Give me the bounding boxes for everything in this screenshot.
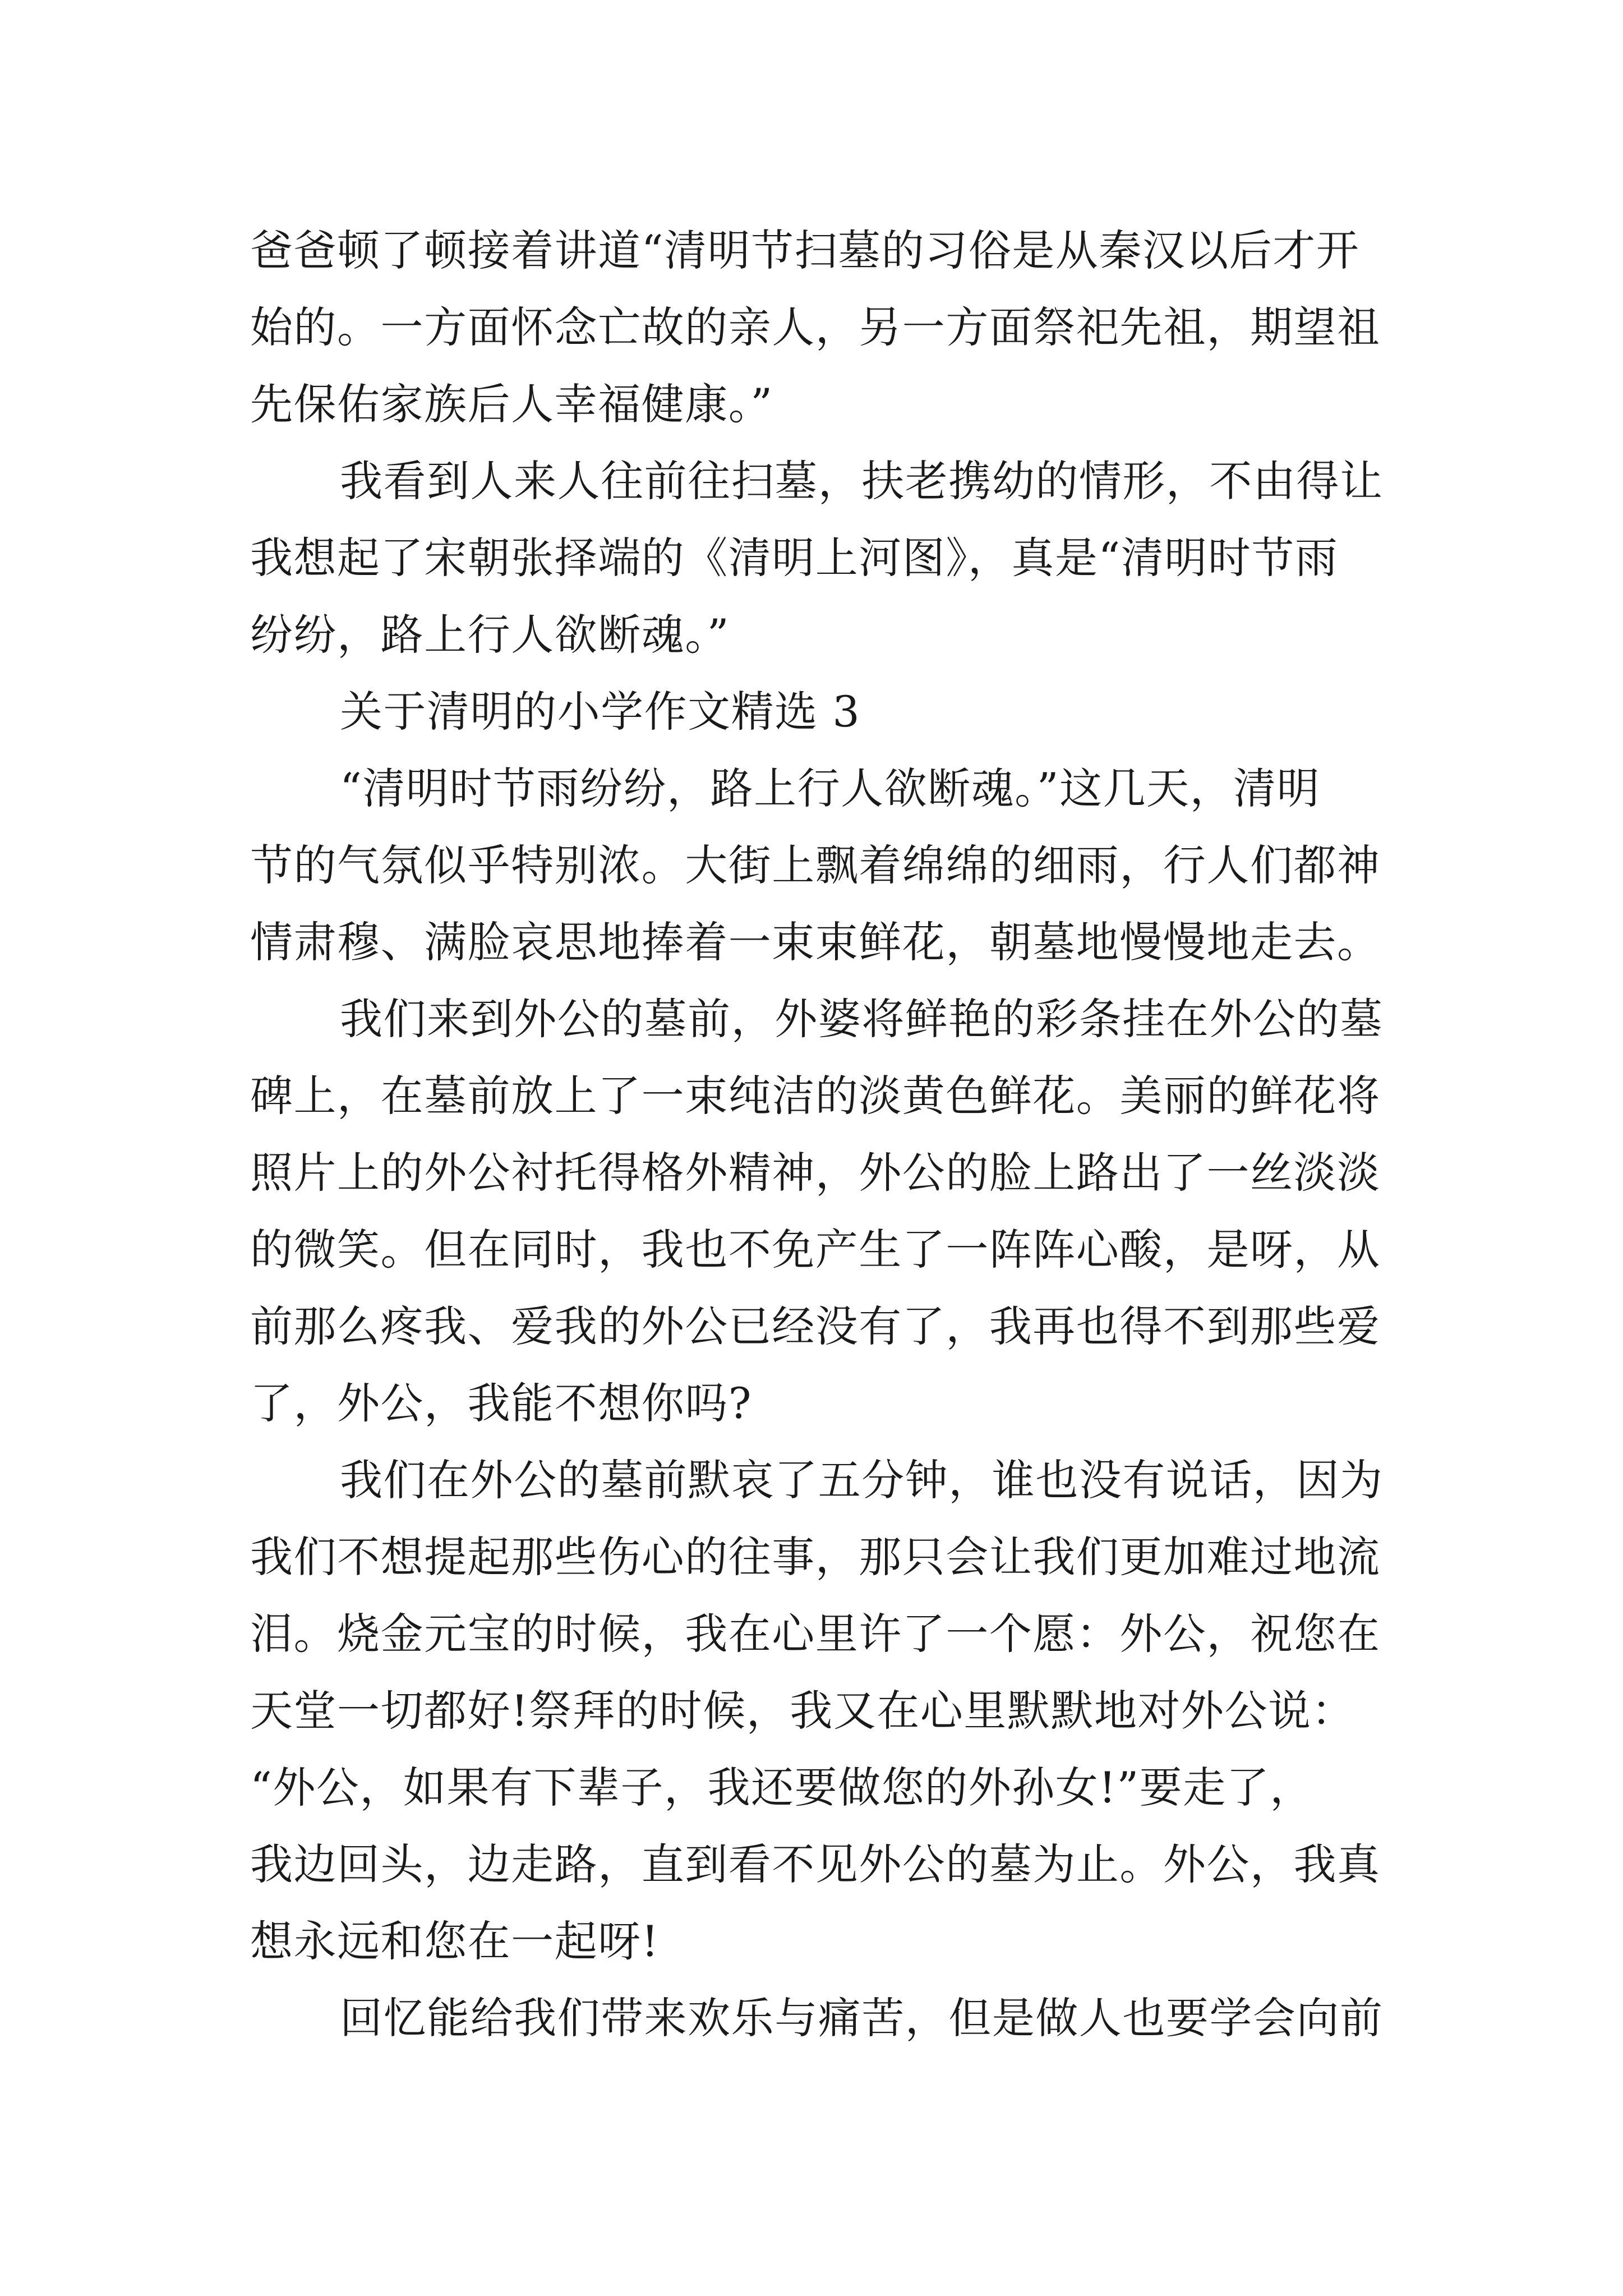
text-line: “外公，如果有下辈子，我还要做您的外孙女!”要走了， [250, 1763, 1313, 1812]
text-line: 我们来到外公的墓前，外婆将鲜艳的彩条挂在外公的墓 [340, 994, 1384, 1044]
text-line: 我们不想提起那些伤心的往事，那只会让我们更加难过地流 [250, 1532, 1381, 1582]
document-page [250, 212, 1389, 2056]
text-line: 纷纷，路上行人欲断魂。” [250, 610, 730, 660]
text-line: 爸爸顿了顿接着讲道“清明节扫墓的习俗是从秦汉以后才开 [250, 226, 1360, 275]
text-line: 始的。一方面怀念亡故的亲人，另一方面祭祀先祖，期望祖 [250, 302, 1381, 352]
text-line: 碑上，在墓前放上了一束纯洁的淡黄色鲜花。美丽的鲜花将 [250, 1071, 1381, 1121]
text-line: 想永远和您在一起呀! [250, 1916, 660, 1966]
text-line: 我们在外公的墓前默哀了五分钟，谁也没有说话，因为 [340, 1455, 1384, 1505]
text-line: 我看到人来人往前往扫墓，扶老携幼的情形，不由得让 [340, 456, 1384, 506]
text-line: 天堂一切都好!祭拜的时候，我又在心里默默地对外公说： [250, 1686, 1355, 1736]
text-line: 泪。烧金元宝的时候，我在心里许了一个愿：外公，祝您在 [250, 1609, 1381, 1659]
text-line: 前那么疼我、爱我的外公已经没有了，我再也得不到那些爱 [250, 1301, 1381, 1351]
text-line: 了，外公，我能不想你吗? [250, 1378, 752, 1428]
text-line: 节的气氛似乎特别浓。大街上飘着绵绵的细雨，行人们都神 [250, 840, 1381, 890]
text-line: 照片上的外公衬托得格外精神，外公的脸上路出了一丝淡淡 [250, 1148, 1381, 1198]
section-heading: 关于清明的小学作文精选 3 [340, 687, 861, 737]
text-line: 我想起了宋朝张择端的《清明上河图》，真是“清明时节雨 [250, 533, 1339, 583]
text-line: 回忆能给我们带来欢乐与痛苦，但是做人也要学会向前 [340, 1993, 1384, 2043]
text-line: 先保佑家族后人幸福健康。” [250, 379, 773, 429]
text-line: “清明时节雨纷纷，路上行人欲断魂。”这几天，清明 [340, 763, 1321, 813]
text-line: 情肃穆、满脸哀思地捧着一束束鲜花，朝墓地慢慢地走去。 [250, 917, 1381, 967]
text-line: 我边回头，边走路，直到看不见外公的墓为止。外公，我真 [250, 1839, 1381, 1889]
text-line: 的微笑。但在同时，我也不免产生了一阵阵心酸，是呀，从 [250, 1225, 1381, 1274]
